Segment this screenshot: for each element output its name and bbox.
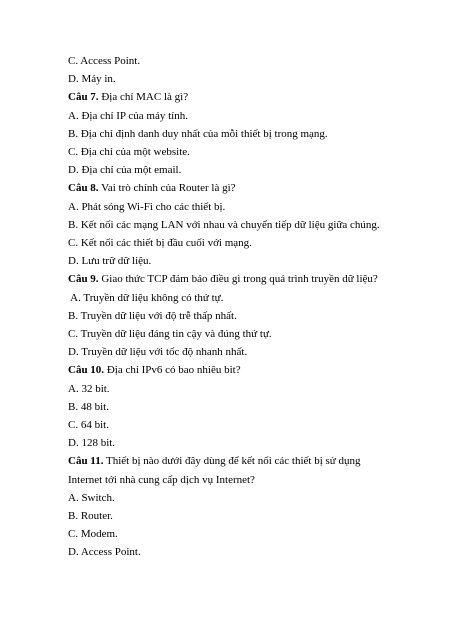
option-line: B. Kết nối các mạng LAN với nhau và chuyển tiếp dữ liệu giữa chúng. [68, 218, 380, 231]
option-line: B. Địa chỉ định danh duy nhất của mỗi thiết bị trong mạng. [68, 127, 328, 140]
question-label: Câu 9. [68, 273, 99, 286]
question-text: Vai trò chính của Router là gì? [98, 182, 236, 195]
option-line: C. Access Point. [68, 55, 141, 67]
question-line [68, 452, 408, 470]
option-line: B. Truyền dữ liệu với độ trễ thấp nhất. [68, 309, 237, 322]
option-line: A. 32 bit. [68, 382, 110, 395]
question-text: Giao thức TCP đảm bảo điều gì trong quá trình truyền dữ liệu? [98, 273, 378, 286]
question-text: Thiết bị nào dưới đây dùng để kết nối các thiết bị sử dụng [103, 455, 361, 468]
question-text: Địa chỉ IPv6 có bao nhiêu bit? [104, 364, 241, 377]
option-line: D. Access Point. [68, 546, 141, 559]
option-line: C. Modem. [68, 528, 118, 541]
option-line: C. 64 bit. [68, 419, 109, 432]
option-line: D. Truyền dữ liệu với tốc độ nhanh nhất. [68, 346, 248, 359]
question-continuation-line: Internet tới nhà cung cấp dịch vụ Internet? [68, 473, 255, 486]
option-line: C. Truyền dữ liệu đáng tin cậy và đúng thứ tự. [68, 328, 272, 341]
option-line: C. Kết nối các thiết bị đầu cuối với mạng. [68, 237, 252, 250]
question-line [68, 270, 408, 288]
question-line [68, 88, 408, 106]
option-line: B. 48 bit. [68, 400, 109, 413]
option-line: B. Router. [68, 510, 113, 523]
question-label: Câu 11. [68, 455, 104, 468]
question-text: Địa chỉ MAC là gì? [98, 91, 189, 104]
question-line [68, 361, 408, 379]
option-line: A. Phát sóng Wi-Fi cho các thiết bị. [68, 200, 226, 213]
option-line: C. Địa chỉ của một website. [68, 146, 190, 159]
option-line: D. Lưu trữ dữ liệu. [68, 255, 152, 268]
option-line: D. Địa chỉ của một email. [68, 164, 182, 177]
question-line [68, 179, 408, 197]
option-line: A. Switch. [68, 491, 115, 504]
option-line: D. 128 bit. [68, 437, 116, 450]
option-line: A. Truyền dữ liệu không có thứ tự. [68, 291, 224, 304]
question-label: Câu 10. [68, 364, 105, 377]
option-line: A. Địa chỉ IP của máy tính. [68, 109, 188, 122]
option-line: D. Máy in. [68, 73, 116, 86]
document-content [68, 52, 408, 562]
question-label: Câu 8. [68, 182, 99, 195]
question-label: Câu 7. [68, 91, 99, 104]
